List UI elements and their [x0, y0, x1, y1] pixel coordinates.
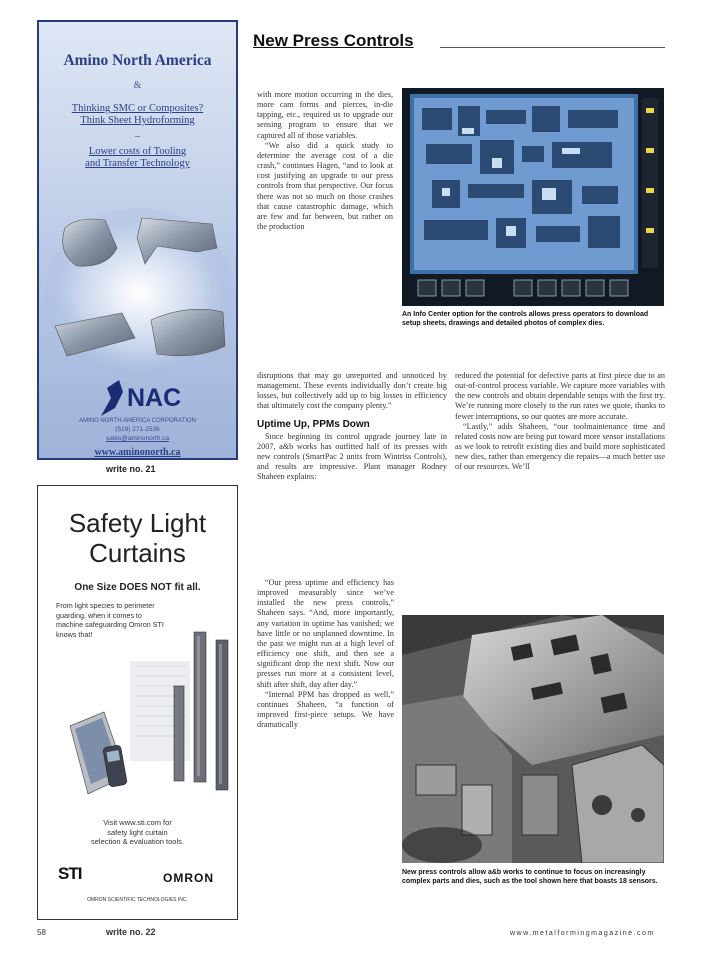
paragraph-lastly: “Lastly,” adds Shaheen, “our toolmaintenance time and related costs now are being put toward more sensor installations as we look to retrofit existing dies and build more sophisticated new dies, rather than emergency die repairs—a much better use of our resources. We’ll — [455, 421, 665, 472]
info-center-caption: An Info Center option for the controls allows press operators to download setup sheets, drawings and detailed photos of complex dies. — [402, 311, 649, 327]
paragraph-ppm: “Internal PPM has dropped as well,” continues Shaheen, “a function of improved first-piece setups. We have dramatically — [257, 689, 394, 730]
article-column-1-top — [257, 90, 393, 232]
amino-line-1[interactable]: Thinking SMC or Composites? — [71, 103, 204, 114]
safety-light-curtain-ad[interactable] — [37, 485, 238, 920]
nac-logo — [97, 378, 207, 418]
tooling-caption: New press controls allow a&b works to continue to focus on increasingly complex parts and dies, such as the tool shown here that boasts 18 sensors. — [402, 869, 658, 885]
amino-dash: – — [135, 131, 140, 142]
sti-corporate-name: OMRON SCIENTIFIC TECHNOLOGIES INC. — [87, 897, 188, 903]
sensor-tool-image — [402, 615, 664, 863]
article-title: New Press Controls — [253, 31, 414, 50]
info-center-photo — [402, 88, 664, 306]
amino-logo-subtitle: AMINO NORTH AMERICA CORPORATION — [79, 418, 196, 424]
sti-headline-1: Safety Light — [68, 508, 207, 538]
amino-ampersand: & — [133, 80, 142, 91]
hydroformed-parts-image — [47, 208, 232, 378]
subhead-uptime: Uptime Up, PPMs Down — [257, 418, 370, 430]
footer-website[interactable]: www.metalformingmagazine.com — [510, 930, 655, 937]
sti-body-text: From light species to perimeter guarding, when it comes to machine safeguarding Omron STI knows that! — [56, 601, 164, 639]
sti-visit-text[interactable] — [38, 818, 237, 847]
sti-logo: STI — [58, 864, 82, 883]
sti-tagline: One Size DOES NOT fit all. — [74, 582, 201, 593]
amino-line-2[interactable]: Think Sheet Hydroforming — [80, 115, 195, 126]
amino-email[interactable]: sales@aminonorth.ca — [106, 435, 169, 442]
control-screen-image — [402, 88, 664, 306]
amino-ad[interactable] — [37, 20, 238, 460]
amino-line-3[interactable]: Lower costs of Tooling — [88, 146, 187, 157]
omron-logo: OMRON — [163, 871, 214, 885]
title-rule — [440, 47, 665, 48]
amino-write-number: write no. 21 — [106, 464, 156, 474]
amino-phone: (519) 271-2536 — [115, 426, 160, 433]
sti-visit-line-3: selection & evaluation tools. — [91, 837, 184, 846]
paragraph-uptime-quote: “Our press uptime and efficiency has improved measurably since we’ve installed the new press controls,” Shaheen says. “And, more importantly, any variation in uptime has vanished; we have little or no unplanned downtime. In the past we might run at a high level of efficiency one shift, and then see a significant drop the next shift. Now our presses run more at a consistent level, shift after shift, day after day.” — [257, 578, 394, 689]
sti-visit-line-1[interactable]: Visit www.sti.com for — [103, 818, 172, 827]
light-curtain-products-image — [66, 626, 236, 801]
sti-headline-2: Curtains — [89, 538, 186, 568]
article-column-1-bottom — [257, 371, 447, 483]
article-column-2 — [455, 371, 665, 473]
nac-logo-text: NAC — [127, 384, 182, 412]
amino-website-link[interactable]: www.aminonorth.ca — [94, 447, 181, 458]
article-column-1-narrow — [257, 578, 394, 730]
paragraph-disruptions: disruptions that may go unreported and unnoticed by management. These events individually don’t create big losses, but collectively add up to big losses in efficiency that ultimately cost the company plenty.” — [257, 371, 447, 411]
paragraph-upgrade-journey: Since beginning its control upgrade journey late in 2007, a&b works has outfitted half of its presses with new controls (SmartPac 2 units from Wintriss Controls), and results are impressive. Plant manager Rodney Shaheen explains: — [257, 431, 447, 482]
page-number: 58 — [37, 928, 46, 937]
amino-company-name: Amino North America — [63, 52, 212, 69]
paragraph-intro: with more motion occurring in the dies, more cam forms and pierces, in-die tapping, etc., required us to upgrade our sensing program to ensure that we captured all of those variables. — [257, 90, 393, 140]
amino-line-4[interactable]: and Transfer Technology — [85, 158, 190, 169]
footer-write-number: write no. 22 — [106, 927, 156, 937]
paragraph-defects: reduced the potential for defective parts at first piece due to an out-of-control process variable. We capture more variables with the new controls and obtain dependable setups with the first try. We’re running more closely to the run rates we quote, thanks to fewer interruptions, so our quotes are more accurate. — [455, 371, 665, 421]
paragraph-die-crash: “We also did a quick study to determine the average cost of a die crash,” continues Hagen, “and to look at cost justifying an upgrade to our press controls from that perspective. Our focus there was not so much on those crashes that cause catastrophic damage, which are few and far between, but rather on the production — [257, 140, 393, 232]
tooling-photo — [402, 615, 664, 863]
sti-visit-line-2: safety light curtain — [107, 827, 168, 837]
